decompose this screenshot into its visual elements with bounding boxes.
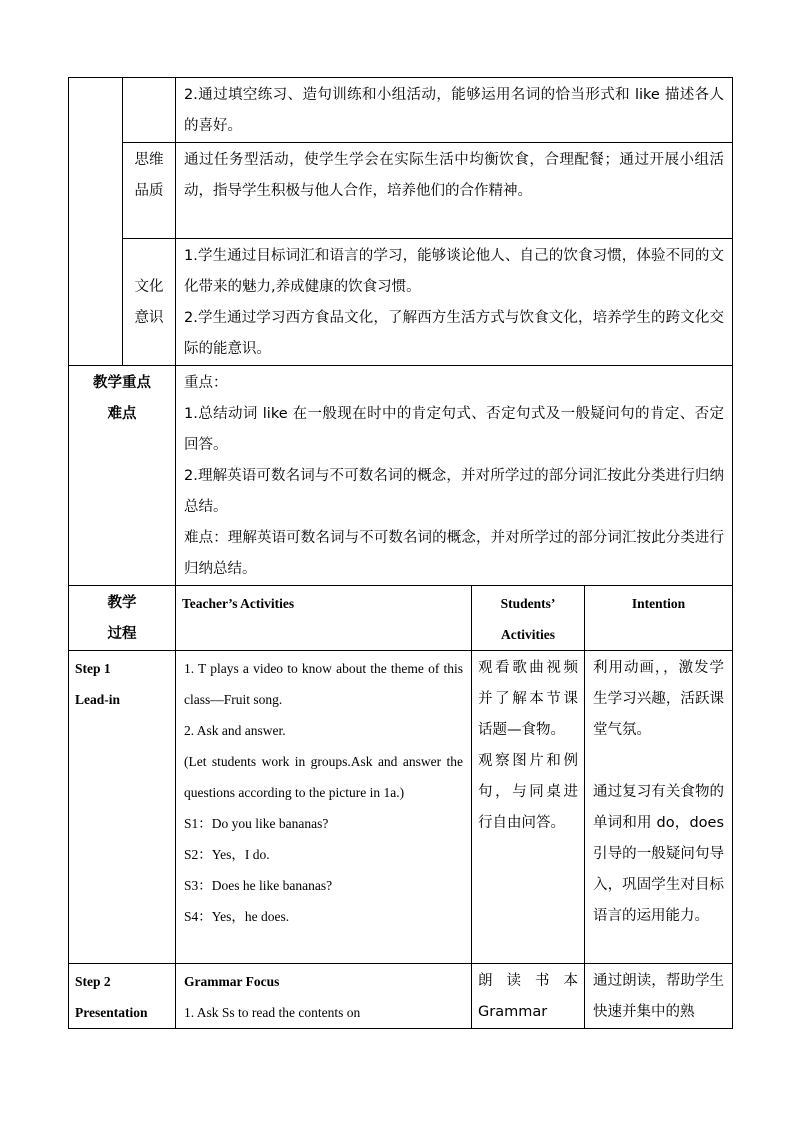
step-1-label	[69, 651, 176, 964]
students-activities-header	[472, 586, 585, 651]
key-points-content	[176, 366, 733, 586]
thinking-text: 通过任务型活动，使学生学会在实际生活中均衡饮食，合理配餐；通过开展小组活动，指导学生积极与他人合作，培养他们的合作精神。	[176, 143, 733, 239]
intention-line: 通过复习有关食物的单词和用 do，does 引导的一般疑问句导入，巩固学生对目标语言的运用能力。	[593, 784, 725, 924]
teacher-line: Grammar Focus	[184, 974, 280, 989]
thinking-label-line: 思维	[134, 152, 164, 168]
step-1-students	[472, 651, 585, 964]
step-2-students	[472, 964, 585, 1029]
thinking-label-line: 品质	[134, 183, 164, 199]
thinking-label	[123, 143, 176, 239]
teacher-line: S3：Does he like bananas?	[184, 878, 333, 893]
culture-text	[176, 239, 733, 366]
step-number: Step 1	[75, 661, 111, 676]
difficulty-text: 难点：理解英语可数名词与不可数名词的概念，并对所学过的部分词汇按此分类进行归纳总结。	[184, 530, 725, 577]
goals-outer-label-cell	[69, 78, 123, 366]
culture-label-line: 文化	[134, 279, 164, 295]
culture-label	[123, 239, 176, 366]
intention-header: Intention	[585, 586, 733, 651]
key-points-heading: 重点：	[184, 375, 228, 391]
key-points-label	[69, 366, 176, 586]
students-header-line: Students’	[500, 596, 556, 611]
goals-sub-label-cell	[123, 78, 176, 143]
key-points-label-line: 教学重点	[93, 375, 151, 391]
intention-line: 利用动画，，激发学生学习兴趣，活跃课堂气氛。	[593, 660, 725, 738]
intention-line: 通过朗读，帮助学生快速并集中的熟	[593, 973, 725, 1020]
language-goal-item: 2.通过填空练习、造句训练和小组活动，能够运用名词的恰当形式和 like 描述各人的喜好。	[176, 78, 733, 143]
key-points-label-line: 难点	[107, 406, 137, 422]
culture-item: 1.学生通过目标词汇和语言的学习，能够谈论他人、自己的饮食习惯，体验不同的文化带来的魅力,养成健康的饮食习惯。	[184, 248, 725, 295]
teacher-line: 1. T plays a video to know about the theme of this class—Fruit song.	[184, 661, 463, 707]
step-2-intention	[585, 964, 733, 1029]
teacher-activities-header: Teacher’s Activities	[176, 586, 472, 651]
teacher-line: 2. Ask and answer.	[184, 723, 286, 738]
step-1-teacher	[176, 651, 472, 964]
step-name: Lead-in	[75, 692, 121, 707]
teacher-line: S4：Yes，he does.	[184, 909, 290, 924]
step-1-intention	[585, 651, 733, 964]
teacher-line: S2：Yes，I do.	[184, 847, 270, 862]
teacher-line: (Let students work in groups.Ask and answer the questions according to the picture in 1a.)	[184, 754, 463, 800]
students-header-line: Activities	[501, 627, 555, 642]
students-line: 观察图片和例句，与同桌进行自由问答。	[478, 753, 578, 831]
step-number: Step 2	[75, 974, 111, 989]
culture-label-line: 意识	[134, 310, 164, 326]
key-point-item: 1.总结动词 like 在一般现在时中的肯定句式、否定句式及一般疑问句的肯定、否定回答。	[184, 406, 725, 453]
step-2-teacher	[176, 964, 472, 1029]
step-2-label	[69, 964, 176, 1029]
lesson-plan-table	[68, 77, 733, 1029]
teacher-line: S1：Do you like bananas?	[184, 816, 329, 831]
students-line: 朗读书本Grammar	[478, 973, 578, 1020]
step-name: Presentation	[75, 1005, 148, 1020]
culture-item: 2.学生通过学习西方食品文化，了解西方生活方式与饮食文化，培养学生的跨文化交际的能意识。	[184, 310, 725, 357]
students-line: 观看歌曲视频并了解本节课话题—食物。	[478, 660, 578, 738]
process-label-line: 教学	[107, 595, 137, 611]
process-label-line: 过程	[107, 626, 137, 642]
teacher-line: 1. Ask Ss to read the contents on	[184, 1005, 361, 1020]
key-point-item: 2.理解英语可数名词与不可数名词的概念，并对所学过的部分词汇按此分类进行归纳总结。	[184, 468, 725, 515]
process-label	[69, 586, 176, 651]
